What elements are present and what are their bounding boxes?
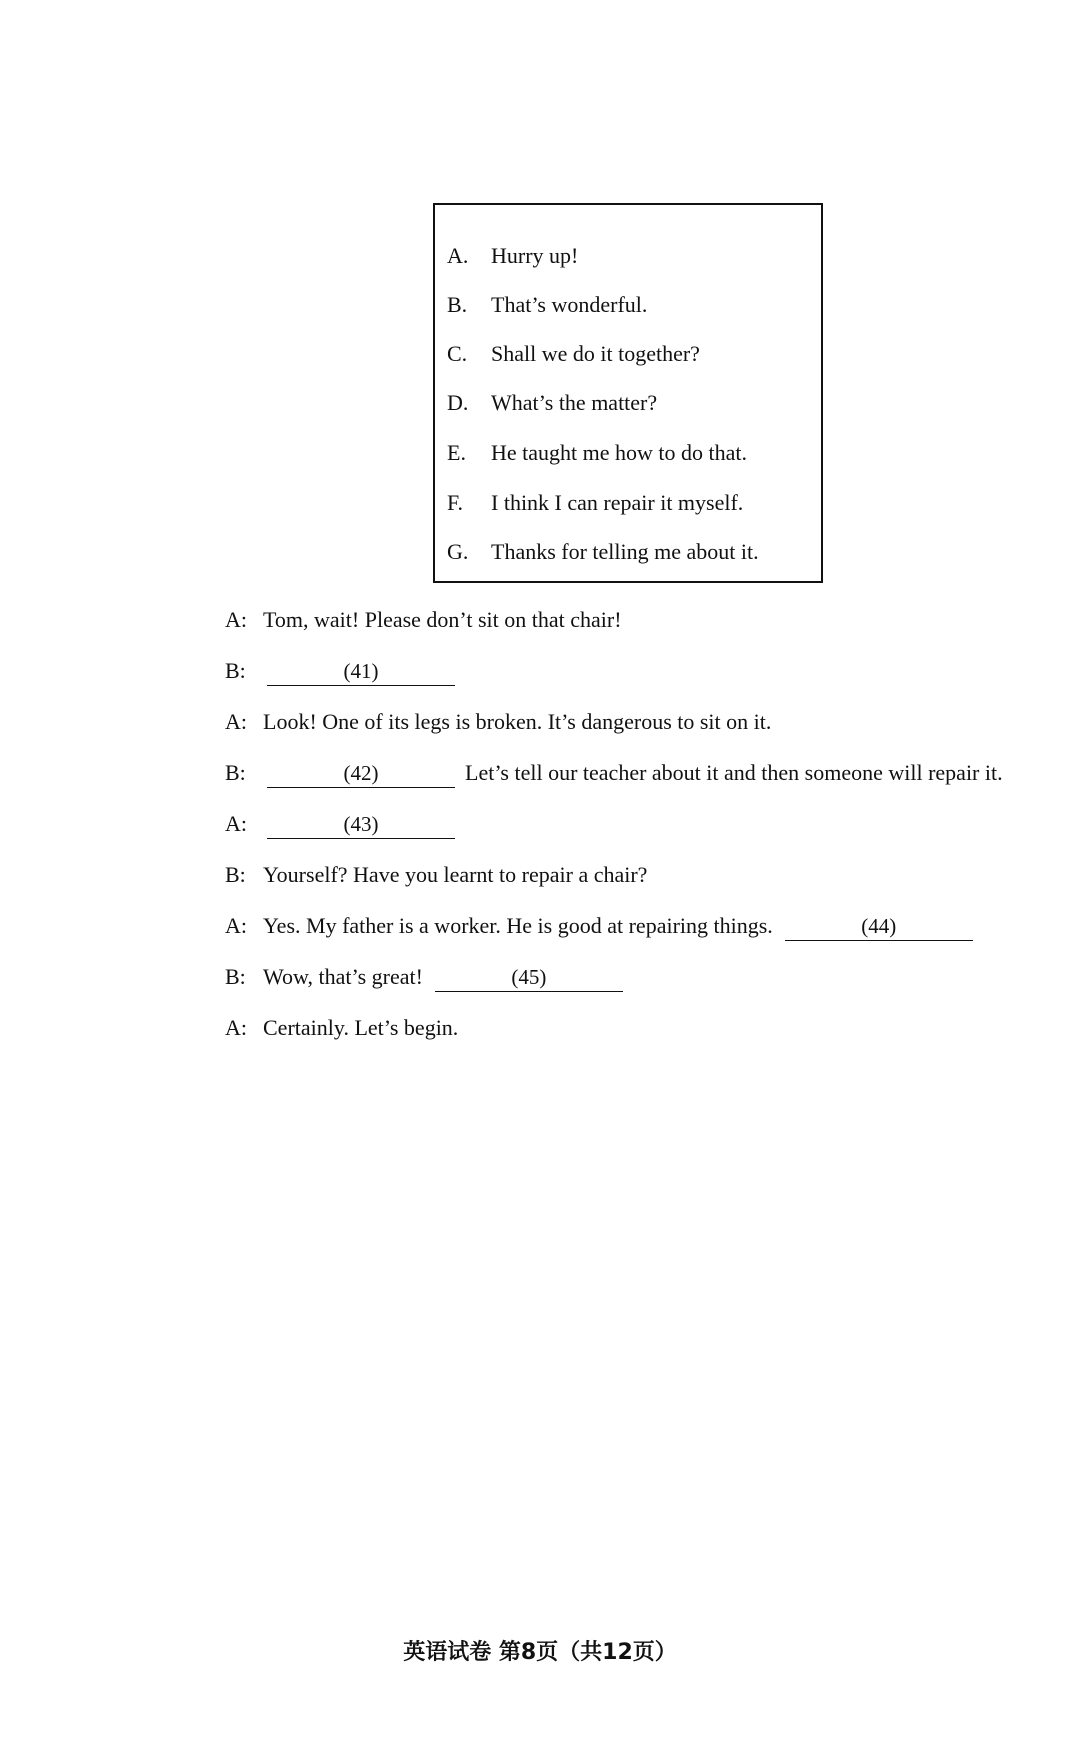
option-letter: D. <box>447 390 469 415</box>
dialogue-line-9 <box>225 1008 458 1048</box>
dialogue-line-8 <box>225 957 627 997</box>
option-letter: G. <box>447 539 469 564</box>
dialogue-text: Wow, that’s great! <box>263 964 423 989</box>
dialogue-line-7 <box>225 906 977 946</box>
dialogue-line-4 <box>225 753 1003 793</box>
option-letter: B. <box>447 292 468 317</box>
speaker-label: A: <box>225 913 247 938</box>
speaker-label: A: <box>225 811 247 836</box>
dialogue-line-2 <box>225 651 459 691</box>
option-text: I think I can repair it myself. <box>491 490 744 515</box>
answer-blank-44[interactable] <box>785 912 973 941</box>
option-text: Hurry up! <box>491 243 579 268</box>
option-letter: A. <box>447 243 469 268</box>
blank-number: (42) <box>343 761 379 785</box>
page-footer: 英语试卷 第8页（共12页） <box>403 1640 677 1665</box>
blank-number: (45) <box>511 965 547 989</box>
dialogue-text: Certainly. Let’s begin. <box>263 1015 459 1040</box>
option-letter: C. <box>447 341 468 366</box>
dialogue-text: Let’s tell our teacher about it and then someone will repair it. <box>465 760 1003 785</box>
options-box <box>433 203 823 583</box>
speaker-label: A: <box>225 607 247 632</box>
speaker-label: A: <box>225 709 247 734</box>
dialogue-text: Look! One of its legs is broken. It’s dangerous to sit on it. <box>263 709 772 734</box>
option-f <box>447 483 743 523</box>
option-letter: E. <box>447 440 466 465</box>
dialogue-text: Yes. My father is a worker. He is good at repairing things. <box>263 913 773 938</box>
option-text: Shall we do it together? <box>491 341 700 366</box>
dialogue-line-6 <box>225 855 647 895</box>
dialogue-line-3 <box>225 702 771 742</box>
option-d <box>447 383 657 423</box>
answer-blank-43[interactable] <box>267 810 455 839</box>
blank-number: (41) <box>343 659 379 683</box>
option-a <box>447 236 578 276</box>
option-letter: F. <box>447 490 463 515</box>
option-text: That’s wonderful. <box>491 292 648 317</box>
answer-blank-41[interactable] <box>267 657 455 686</box>
speaker-label: B: <box>225 862 246 887</box>
dialogue-line-5 <box>225 804 459 844</box>
speaker-label: B: <box>225 760 246 785</box>
option-c <box>447 334 700 374</box>
option-e <box>447 433 747 473</box>
option-text: Thanks for telling me about it. <box>491 539 759 564</box>
option-text: He taught me how to do that. <box>491 440 748 465</box>
dialogue-text: Yourself? Have you learnt to repair a chair? <box>263 862 648 887</box>
option-b <box>447 285 647 325</box>
speaker-label: B: <box>225 658 246 683</box>
option-g <box>447 532 759 572</box>
speaker-label: A: <box>225 1015 247 1040</box>
blank-number: (44) <box>861 914 897 938</box>
dialogue-line-1 <box>225 600 622 640</box>
option-text: What’s the matter? <box>491 390 658 415</box>
blank-number: (43) <box>343 812 379 836</box>
answer-blank-45[interactable] <box>435 963 623 992</box>
speaker-label: B: <box>225 964 246 989</box>
answer-blank-42[interactable] <box>267 759 455 788</box>
dialogue-text: Tom, wait! Please don’t sit on that chair! <box>263 607 622 632</box>
